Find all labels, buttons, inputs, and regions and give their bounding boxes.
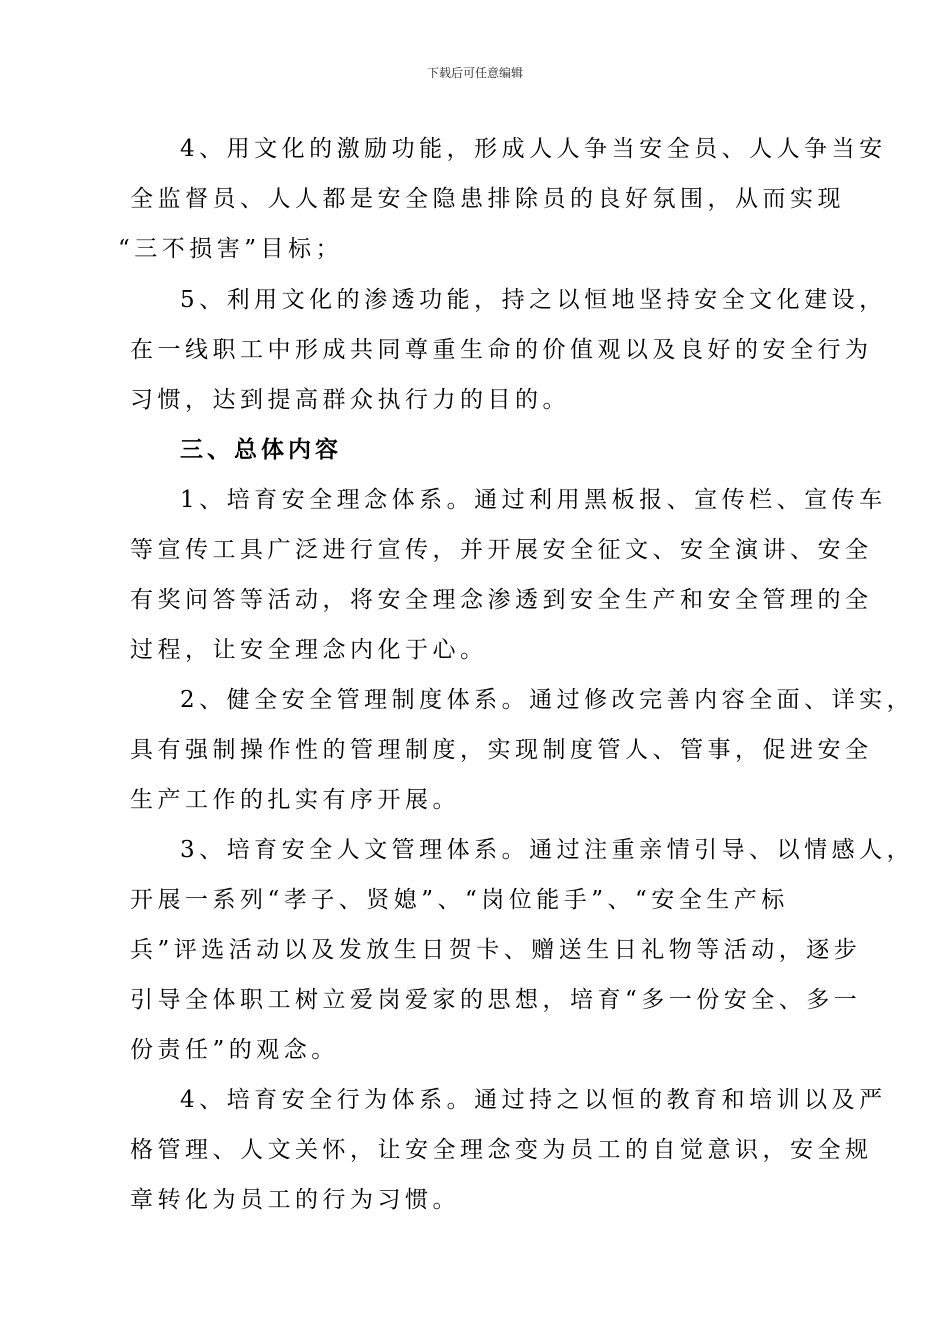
paragraph-line: 格管理、人文关怀，让安全理念变为员工的自觉意识，安全规 (130, 1137, 873, 1163)
paragraph-line: 1、培育安全理念体系。通过利用黑板报、宣传栏、宣传车 (180, 487, 887, 513)
paragraph-line: 生产工作的扎实有序开展。 (130, 787, 460, 813)
paragraph-line: 开展一系列“孝子、贤媳”、“岗位能手”、“安全生产标 (130, 887, 789, 913)
paragraph-line: 4、用文化的激励功能，形成人人争当安全员、人人争当安 (180, 136, 887, 162)
paragraph-line: 习惯，达到提高群众执行力的目的。 (130, 387, 570, 413)
section-heading: 三、总体内容 (180, 437, 342, 463)
paragraph-line: “三不损害”目标； (118, 236, 344, 262)
paragraph-line: 5、利用文化的渗透功能，持之以恒地坚持安全文化建设， (180, 287, 887, 313)
paragraph-line: 份责任”的观念。 (130, 1037, 339, 1063)
paragraph-line: 过程，让安全理念内化于心。 (130, 637, 488, 663)
paragraph-line: 章转化为员工的行为习惯。 (130, 1187, 460, 1213)
paragraph-line: 全监督员、人人都是安全隐患排除员的良好氛围，从而实现 (130, 186, 845, 212)
paragraph-line: 有奖问答等活动，将安全理念渗透到安全生产和安全管理的全 (130, 587, 873, 613)
paragraph-line: 在一线职工中形成共同尊重生命的价值观以及良好的安全行为 (130, 337, 873, 363)
page-header-note: 下载后可任意编辑 (426, 66, 523, 80)
paragraph-line: 兵”评选活动以及发放生日贺卡、赠送生日礼物等活动，逐步 (130, 937, 862, 963)
paragraph-line: 引导全体职工树立爱岗爱家的思想，培育“多一份安全、多一 (130, 987, 862, 1013)
paragraph-line: 2、健全安全管理制度体系。通过修改完善内容全面、详实， (180, 687, 915, 713)
paragraph-line: 3、培育安全人文管理体系。通过注重亲情引导、以情感人， (180, 837, 915, 863)
paragraph-line: 具有强制操作性的管理制度，实现制度管人、管事，促进安全 (130, 737, 873, 763)
paragraph-line: 4、培育安全行为体系。通过持之以恒的教育和培训以及严 (180, 1087, 887, 1113)
paragraph-line: 等宣传工具广泛进行宣传，并开展安全征文、安全演讲、安全 (130, 537, 873, 563)
